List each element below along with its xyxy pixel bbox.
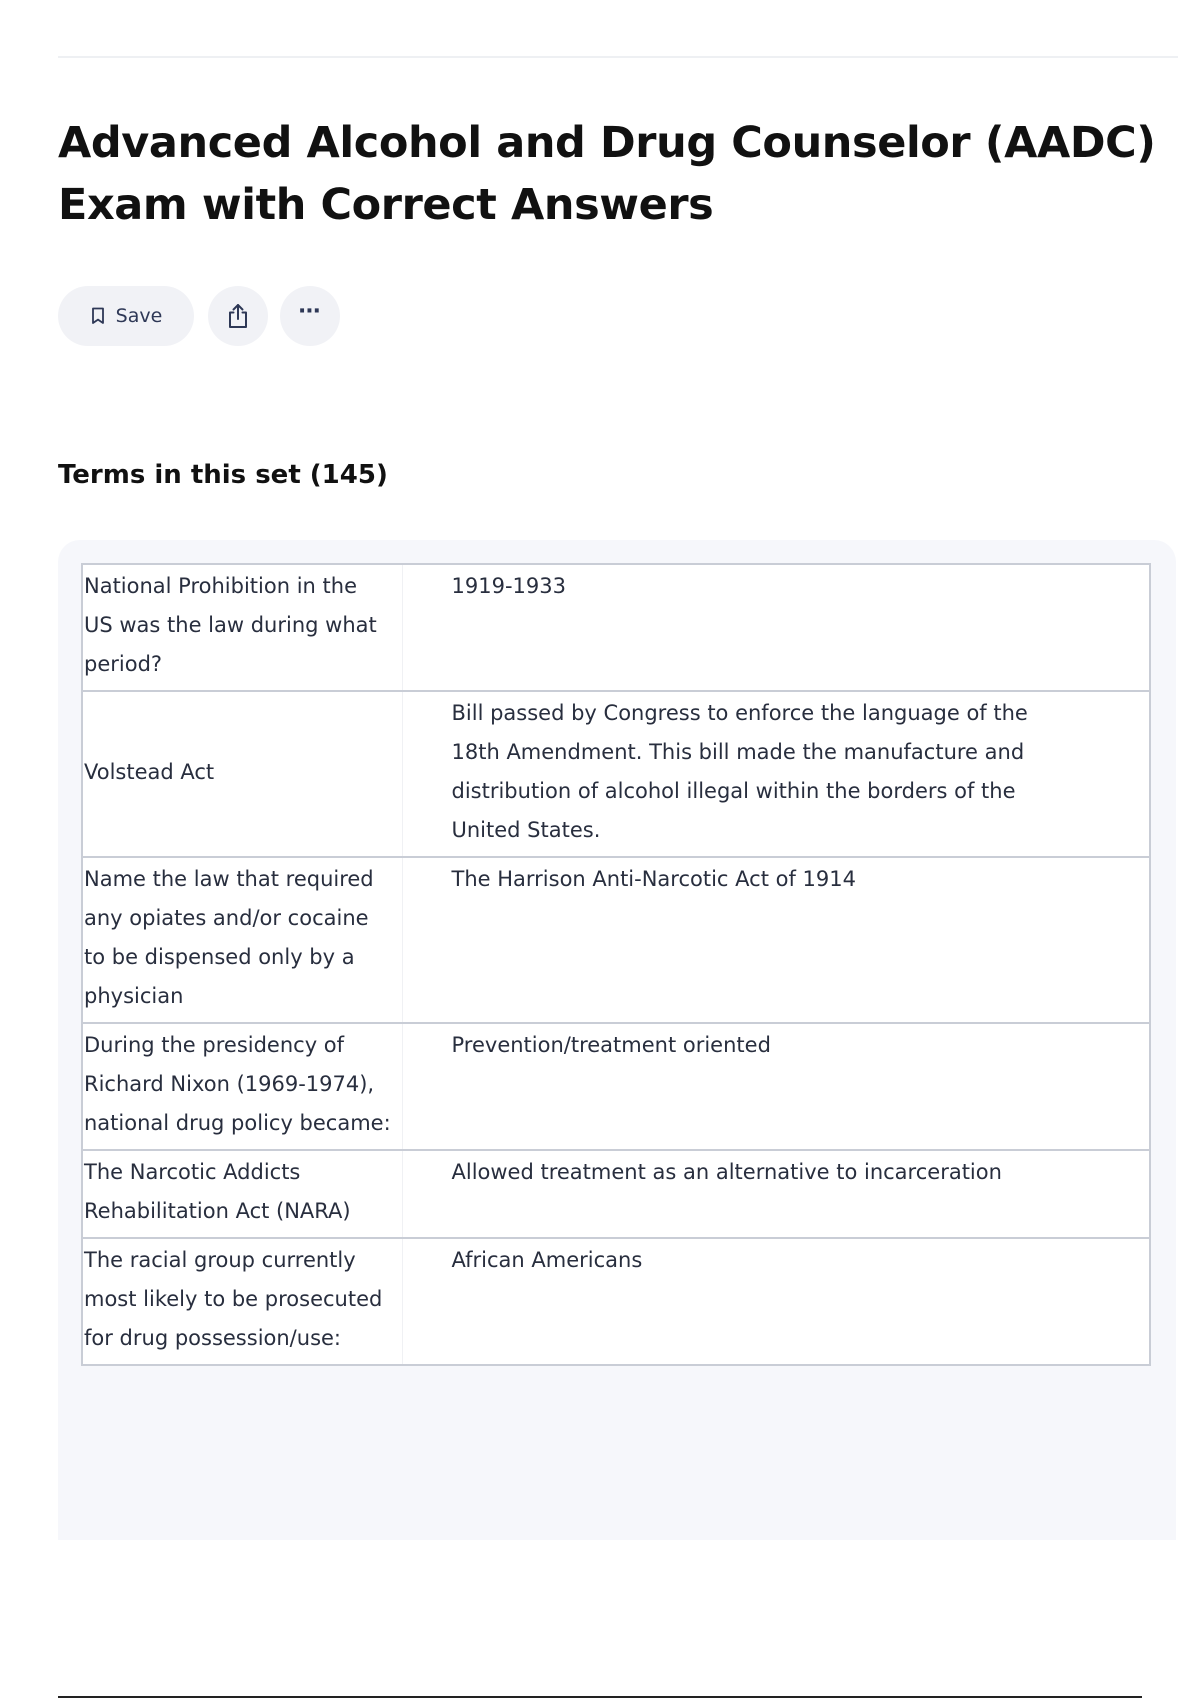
table-row xyxy=(82,1150,1150,1238)
table-row xyxy=(82,1238,1150,1365)
definition-cell: Prevention/treatment oriented xyxy=(402,1023,1150,1150)
table-row xyxy=(82,857,1150,1023)
definition-cell: African Americans xyxy=(402,1238,1150,1365)
definition-cell: 1919-1933 xyxy=(402,564,1150,691)
term-cell: Name the law that required any opiates and/or cocaine to be dispensed only by a physician xyxy=(82,857,402,1023)
term-cell: During the presidency of Richard Nixon (1969-1974), national drug policy became: xyxy=(82,1023,402,1150)
definition-cell: Bill passed by Congress to enforce the language of the 18th Amendment. This bill made the manufacture and distribution of alcohol illegal within the borders of the United States. xyxy=(402,691,1150,857)
terms-table xyxy=(81,563,1151,1366)
top-divider xyxy=(58,56,1178,58)
save-label: Save xyxy=(115,305,163,327)
more-options-icon: ⋯ xyxy=(298,299,322,324)
bottom-divider xyxy=(58,1696,1142,1698)
term-cell: Volstead Act xyxy=(82,691,402,857)
table-row xyxy=(82,1023,1150,1150)
definition-cell: The Harrison Anti-Narcotic Act of 1914 xyxy=(402,857,1150,1023)
share-icon xyxy=(225,302,251,330)
term-cell: The racial group currently most likely to be prosecuted for drug possession/use: xyxy=(82,1238,402,1365)
term-cell: National Prohibition in the US was the law during what period? xyxy=(82,564,402,691)
more-options-button[interactable] xyxy=(280,286,340,346)
page-title: Advanced Alcohol and Drug Counselor (AADC) Exam with Correct Answers xyxy=(58,118,1156,230)
terms-heading: Terms in this set (145) xyxy=(58,460,388,490)
definition-cell: Allowed treatment as an alternative to incarceration xyxy=(402,1150,1150,1238)
save-button[interactable] xyxy=(58,286,194,346)
table-row xyxy=(82,691,1150,857)
term-cell: The Narcotic Addicts Rehabilitation Act (NARA) xyxy=(82,1150,402,1238)
set-toolbar xyxy=(58,286,340,346)
bookmark-icon xyxy=(90,306,106,326)
table-row xyxy=(82,564,1150,691)
share-button[interactable] xyxy=(208,286,268,346)
